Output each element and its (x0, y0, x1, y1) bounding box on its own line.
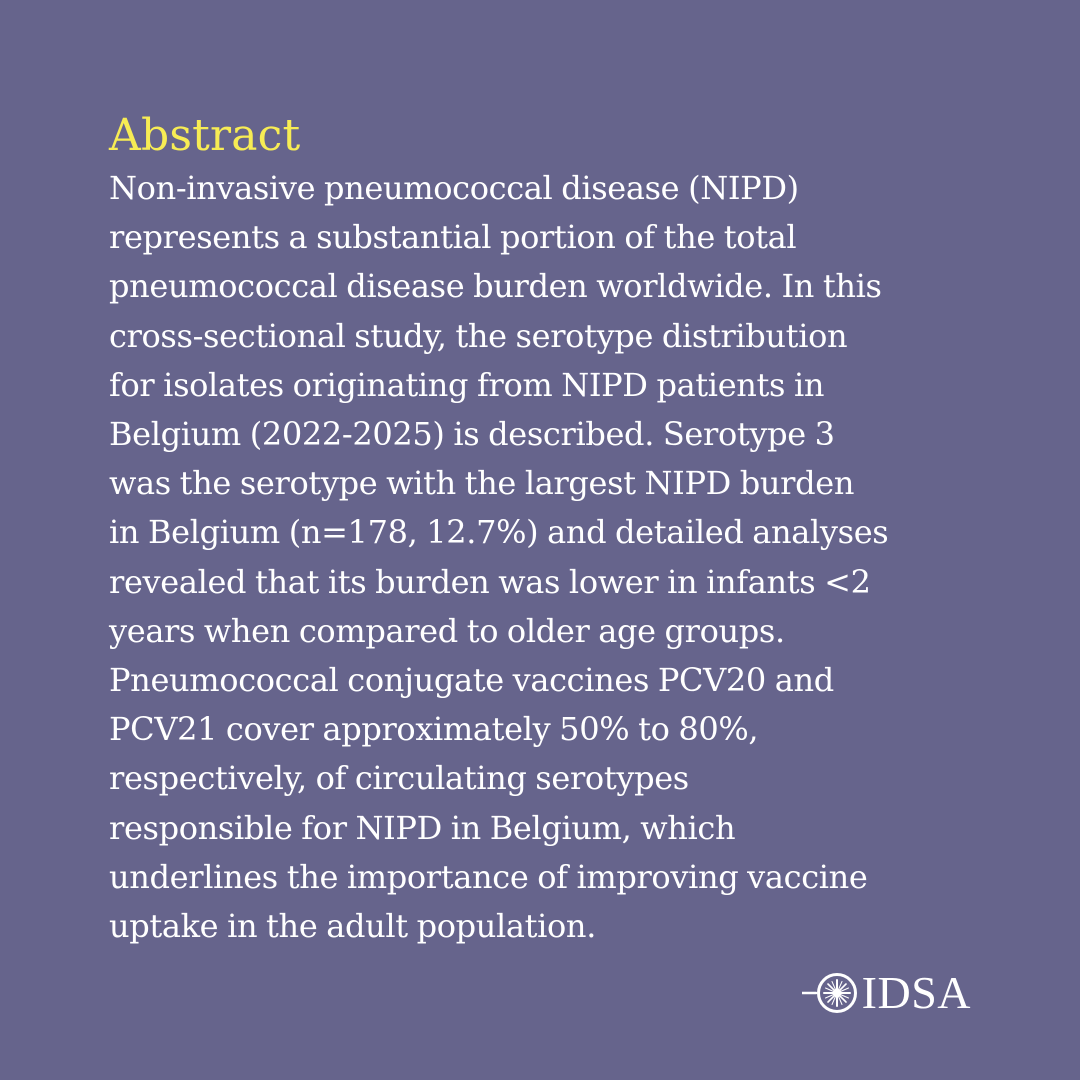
abstract-line: underlines the importance of improving vaccine (109, 857, 868, 896)
abstract-section (109, 108, 969, 951)
abstract-line: was the serotype with the largest NIPD burden (109, 464, 855, 503)
abstract-line: in Belgium (n=178, 12.7%) and detailed analyses (109, 513, 889, 552)
abstract-line: respectively, of circulating serotypes (109, 759, 689, 798)
abstract-line: revealed that its burden was lower in infants <2 (109, 562, 871, 601)
abstract-line: years when compared to older age groups. (109, 611, 785, 650)
abstract-line: Non-invasive pneumococcal disease (NIPD) (109, 169, 799, 207)
idsa-logo (802, 968, 971, 1018)
idsa-wordmark: IDSA (861, 967, 971, 1018)
abstract-line: uptake in the adult population. (109, 907, 597, 946)
abstract-line: Belgium (2022-2025) is described. Serotype 3 (109, 415, 835, 454)
abstract-line: represents a substantial portion of the total (109, 218, 797, 257)
abstract-body (109, 164, 969, 951)
abstract-line: Pneumococcal conjugate vaccines PCV20 and (109, 661, 834, 700)
abstract-line: pneumococcal disease burden worldwide. In this (109, 267, 882, 306)
abstract-line: responsible for NIPD in Belgium, which (109, 808, 736, 847)
abstract-line: PCV21 cover approximately 50% to 80%, (109, 710, 759, 749)
abstract-line: cross-sectional study, the serotype distribution (109, 316, 848, 355)
starburst-globe-icon (802, 971, 860, 1015)
abstract-heading: Abstract (109, 110, 301, 161)
abstract-line: for isolates originating from NIPD patients in (109, 365, 825, 404)
